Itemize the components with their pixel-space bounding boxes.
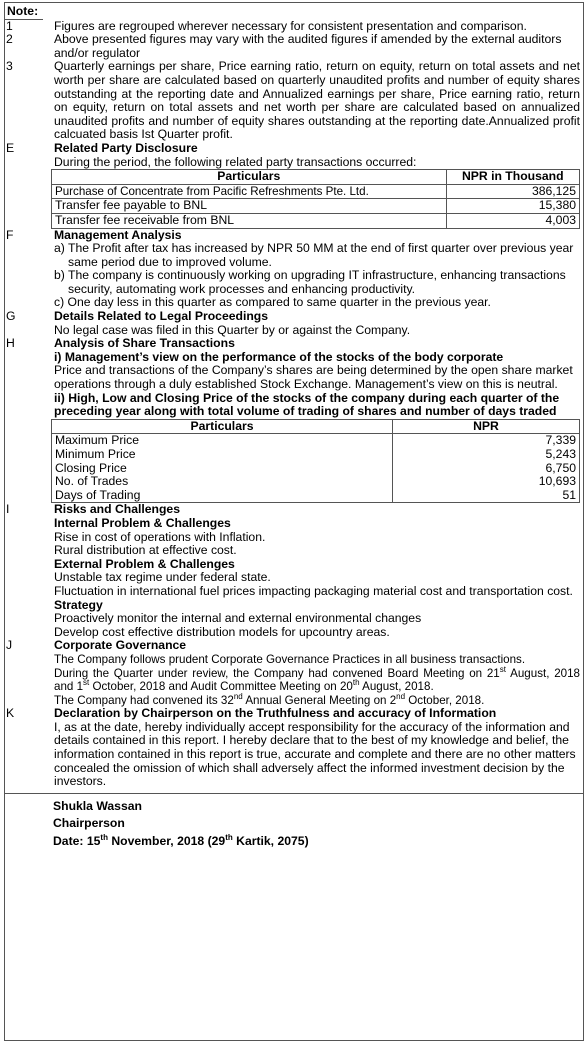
section-h [5,337,583,419]
signatory-role: Chairperson [53,816,125,831]
section-j [5,639,583,707]
table-row [52,462,580,476]
table-row [52,489,580,503]
table-header: NPR [393,419,580,434]
list-item: Develop cost effective distribution models for upcountry areas. [54,624,390,639]
table-row [52,199,580,214]
list-item: Fluctuation in international fuel prices impacting packaging material cost and transportation cost. [54,583,573,598]
section-text: The Company follows prudent Corporate Governance Practices in all business transactions. [54,652,526,666]
table-header: NPR in Thousand [446,170,580,185]
note-3 [5,60,583,142]
table-cell: 386,125 [446,184,580,199]
list-item: Proactively monitor the internal and external environmental changes [54,611,422,626]
table-cell: 6,750 [393,462,580,476]
section-title: Risks and Challenges [54,502,180,517]
section-title: Declaration by Chairperson on the Truthfulness and accuracy of Information [54,706,497,721]
subsection-title: External Problem & Challenges [54,556,235,571]
table-cell: 4,003 [446,213,580,228]
list-item: Rise in cost of operations with Inflation. [54,529,266,544]
table-cell: 15,380 [446,199,580,214]
note-number: 3 [6,59,13,74]
list-item: Rural distribution at effective cost. [54,543,237,558]
table-header: Particulars [52,170,447,185]
section-label: H [6,336,15,351]
table-row [52,475,580,489]
subsection-title: Strategy [54,597,103,612]
note-text: Above presented figures may vary with the audited figures if amended by the external auditors and/or regulator [54,32,562,60]
table-cell: 51 [393,489,580,503]
table-cell: No. of Trades [52,475,393,489]
table-cell: Minimum Price [52,448,393,462]
section-title: Corporate Governance [54,638,187,653]
section-text: I, as at the date, hereby individually accept responsibility for the accuracy of the information and details contained in this report. I hereby declare that to the best of my knowledge and belief, the information contained in this report is true, accurate and complete and there are no other matters concealed the omission of which shall adversely affect the informed investment decision by the investors. [54,719,576,789]
signature-block [5,793,583,849]
signatory-name: Shukla Wassan [53,798,142,813]
section-intro: During the period, the following related party transactions occurred: [54,154,417,169]
table-cell: Maximum Price [52,434,393,448]
section-e [5,142,583,169]
list-item: b) The company is continuously working on upgrading IT infrastructure, enhancing transactions security, automating work processes and enhancing productivity. [54,268,566,296]
signature-date: Date: 15th November, 2018 (29th Kartik, 2075) [53,832,309,849]
section-i [5,503,583,639]
section-label: K [6,706,15,721]
list-item: c) One day less in this quarter as compared to same quarter in the previous year. [54,295,491,310]
share-price-table [51,419,580,504]
note-text: Figures are regrouped wherever necessary for consistent presentation and comparison. [54,18,527,33]
section-text: During the Quarter under review, the Company had convened Board Meeting on 21st August, 2018 and 1st October, 2018 and Audit Committee Meeting on 20th August, 2018. [54,664,580,694]
section-label: J [6,638,13,653]
section-label: E [6,140,15,155]
table-cell: 7,339 [393,434,580,448]
table-row [52,213,580,228]
note-2 [5,33,583,60]
report-page [4,2,584,1041]
list-item: a) The Profit after tax has increased by NPR 50 MM at the end of first quarter over previous year same period due to improved volume. [54,241,574,269]
section-title: Analysis of Share Transactions [54,336,235,351]
table-cell: Closing Price [52,462,393,476]
section-title: Related Party Disclosure [54,140,198,155]
note-number: 2 [6,32,13,47]
table-header: Particulars [52,419,393,434]
table-cell: 10,693 [393,475,580,489]
table-cell: Transfer fee receivable from BNL [52,213,447,228]
section-text: No legal case was filed in this Quarter by or against the Company. [54,322,411,337]
section-g [5,310,583,337]
section-label: G [6,309,16,324]
section-k [5,707,583,789]
list-item: Unstable tax regime under federal state. [54,570,271,585]
table-cell: Transfer fee payable to BNL [52,199,447,214]
note-number: 1 [6,18,13,33]
related-party-table [51,169,580,228]
table-row [52,448,580,462]
section-label: F [6,227,14,242]
subsection-title: Internal Problem & Challenges [54,515,231,530]
note-text: Quarterly earnings per share, Price earning ratio, return on equity, return on total assets and net worth per share are calculated based on quarterly unaudited profits and number of equity shares outstanding at the reporting date and Annualized earnings per share, Price earning ratio, return on equity, return on total assets and net worth per share are calculated based on annualized unaudited profits and number of equity shares outstanding at the reporting date.Annualized profit calcuated basis Ist Quarter profit. [54,59,580,142]
subsection-title: ii) High, Low and Closing Price of the stocks of the company during each quarter of the preceding year along with total volume of trading of shares and number of days traded [54,390,560,419]
section-text: The Company had convened its 32nd Annual General Meeting on 2nd October, 2018. [54,691,485,707]
note-1 [5,20,583,34]
table-cell: Days of Trading [52,489,393,503]
note-label: Note: [5,3,43,20]
section-f [5,229,583,311]
subsection-title: i) Management’s view on the performance of the stocks of the body corporate [54,349,504,364]
section-title: Management Analysis [54,227,182,242]
table-row [52,184,580,199]
section-text: Price and transactions of the Company’s shares are being determined by the open share market operations through a duly established Stock Exchange. Management’s view on this is neutral. [54,363,573,392]
table-cell: 5,243 [393,448,580,462]
section-label: I [6,502,10,517]
table-row [52,434,580,448]
section-title: Details Related to Legal Proceedings [54,309,269,324]
table-cell: Purchase of Concentrate from Pacific Refreshments Pte. Ltd. [52,184,447,199]
